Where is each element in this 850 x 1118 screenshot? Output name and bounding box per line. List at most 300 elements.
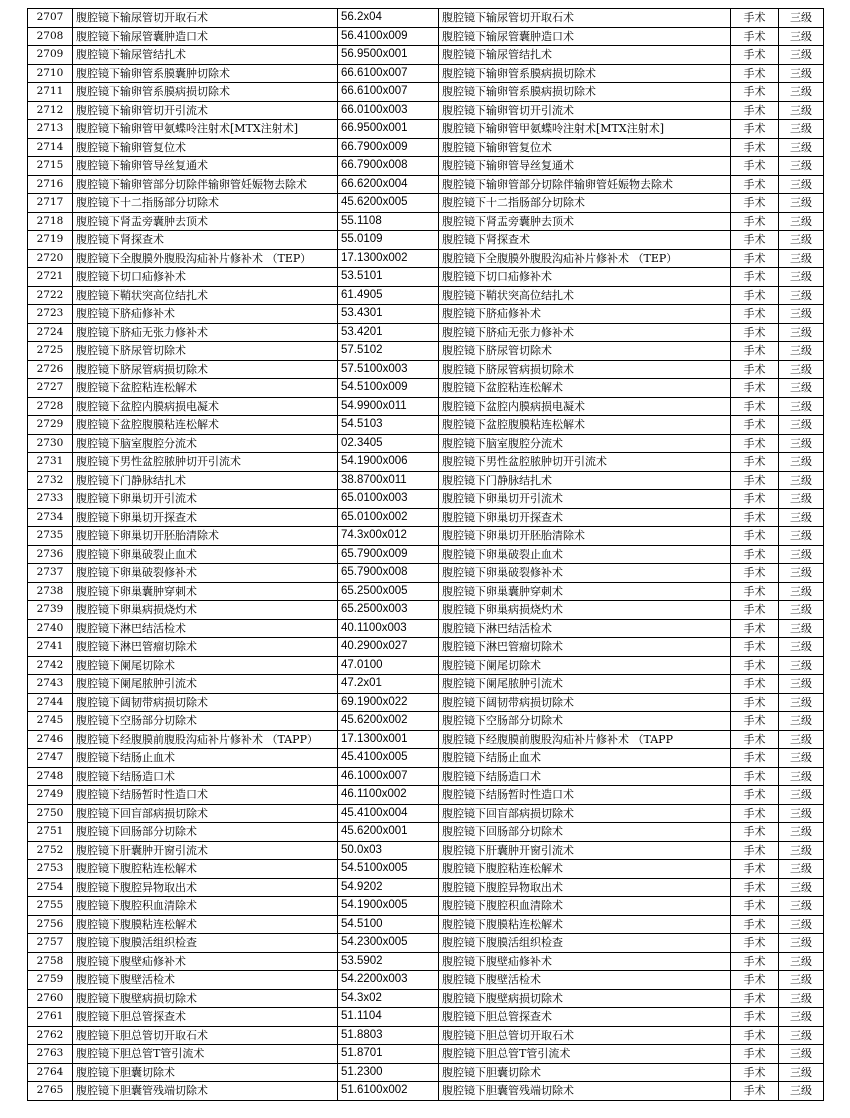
procedure-level: 三级 [779,64,824,83]
procedure-code: 61.4905 [338,286,439,305]
table-row [28,64,824,83]
row-number: 2728 [28,397,73,416]
procedure-level: 三级 [779,101,824,120]
table-row [28,638,824,657]
procedure-type: 手术 [731,730,779,749]
procedure-level: 三级 [779,767,824,786]
procedure-name-standard: 腹腔镜下脐尿管病损切除术 [439,360,731,379]
table-row [28,138,824,157]
procedure-name-standard: 腹腔镜下腹腔粘连松解术 [439,860,731,879]
table-row [28,231,824,250]
procedure-code: 54.9900x011 [338,397,439,416]
procedure-code: 40.1100x003 [338,619,439,638]
row-number: 2747 [28,749,73,768]
procedure-level: 三级 [779,619,824,638]
procedure-code: 66.6200x004 [338,175,439,194]
procedure-name: 腹腔镜下输尿管囊肿造口术 [73,27,338,46]
table-row [28,83,824,102]
procedure-type: 手术 [731,286,779,305]
procedure-code: 54.2200x003 [338,971,439,990]
procedure-name-standard: 腹腔镜下肾探查术 [439,231,731,250]
procedure-type: 手术 [731,675,779,694]
table-row [28,675,824,694]
procedure-code: 53.4201 [338,323,439,342]
table-row [28,749,824,768]
procedure-name: 腹腔镜下卵巢病损烧灼术 [73,601,338,620]
table-row [28,545,824,564]
procedure-level: 三级 [779,656,824,675]
procedure-level: 三级 [779,693,824,712]
row-number: 2743 [28,675,73,694]
procedure-level: 三级 [779,175,824,194]
procedure-name: 腹腔镜下腹腔粘连松解术 [73,860,338,879]
procedure-type: 手术 [731,268,779,287]
table-row [28,601,824,620]
procedure-level: 三级 [779,83,824,102]
procedure-type: 手术 [731,9,779,28]
procedure-level: 三级 [779,545,824,564]
procedure-type: 手术 [731,804,779,823]
table-row [28,804,824,823]
procedure-code: 54.5100x005 [338,860,439,879]
procedure-name-standard: 腹腔镜下输卵管系膜病损切除术 [439,83,731,102]
table-row [28,656,824,675]
procedure-name: 腹腔镜下十二指肠部分切除术 [73,194,338,213]
procedure-code: 54.2300x005 [338,934,439,953]
procedure-code: 55.0109 [338,231,439,250]
procedure-name: 腹腔镜下全腹膜外腹股沟疝补片修补术 （TEP） [73,249,338,268]
procedure-level: 三级 [779,638,824,657]
table-row [28,323,824,342]
procedure-name: 腹腔镜下鞘状突高位结扎术 [73,286,338,305]
table-row [28,249,824,268]
procedure-name-standard: 腹腔镜下肾盂旁囊肿去顶术 [439,212,731,231]
procedure-level: 三级 [779,804,824,823]
row-number: 2733 [28,490,73,509]
table-row [28,897,824,916]
procedure-code: 54.5100 [338,915,439,934]
table-row [28,434,824,453]
procedure-type: 手术 [731,915,779,934]
procedure-code: 51.2300 [338,1063,439,1082]
procedure-code: 66.0100x003 [338,101,439,120]
procedure-name: 腹腔镜下输尿管结扎术 [73,46,338,65]
procedure-type: 手术 [731,601,779,620]
procedure-level: 三级 [779,601,824,620]
procedure-name: 腹腔镜下阔韧带病损切除术 [73,693,338,712]
row-number: 2762 [28,1026,73,1045]
procedure-type: 手术 [731,860,779,879]
row-number: 2719 [28,231,73,250]
procedure-name-standard: 腹腔镜下腹壁活检术 [439,971,731,990]
table-row [28,379,824,398]
procedure-name-standard: 腹腔镜下胆囊管残端切除术 [439,1082,731,1101]
procedure-name-standard: 腹腔镜下切口疝修补术 [439,268,731,287]
row-number: 2723 [28,305,73,324]
procedure-type: 手术 [731,453,779,472]
row-number: 2722 [28,286,73,305]
procedure-type: 手术 [731,712,779,731]
procedure-code: 57.5102 [338,342,439,361]
procedure-code: 50.0x03 [338,841,439,860]
row-number: 2717 [28,194,73,213]
procedure-type: 手术 [731,397,779,416]
procedure-type: 手术 [731,46,779,65]
table-row [28,619,824,638]
table-row [28,582,824,601]
table-row [28,360,824,379]
row-number: 2734 [28,508,73,527]
table-row [28,1082,824,1101]
procedure-name: 腹腔镜下输卵管复位术 [73,138,338,157]
procedure-name-standard: 腹腔镜下腹膜粘连松解术 [439,915,731,934]
procedure-name: 腹腔镜下输卵管系膜病损切除术 [73,83,338,102]
row-number: 2754 [28,878,73,897]
procedure-name-standard: 腹腔镜下结肠止血术 [439,749,731,768]
procedure-name: 腹腔镜下空肠部分切除术 [73,712,338,731]
procedure-type: 手术 [731,101,779,120]
procedure-level: 三级 [779,823,824,842]
procedure-name: 腹腔镜下卵巢破裂止血术 [73,545,338,564]
row-number: 2741 [28,638,73,657]
procedure-name-standard: 腹腔镜下鞘状突高位结扎术 [439,286,731,305]
procedure-name: 腹腔镜下输尿管切开取石术 [73,9,338,28]
procedure-name-standard: 腹腔镜下阑尾切除术 [439,656,731,675]
table-row [28,175,824,194]
procedure-type: 手术 [731,527,779,546]
procedure-name-standard: 腹腔镜下腹腔异物取出术 [439,878,731,897]
procedure-level: 三级 [779,1063,824,1082]
procedure-name: 腹腔镜下胆囊切除术 [73,1063,338,1082]
table-row [28,786,824,805]
procedure-type: 手术 [731,212,779,231]
procedure-level: 三级 [779,231,824,250]
procedure-type: 手术 [731,1063,779,1082]
procedure-name: 腹腔镜下脐尿管病损切除术 [73,360,338,379]
table-row [28,952,824,971]
procedure-table-body [28,9,824,1101]
procedure-type: 手术 [731,138,779,157]
table-row [28,730,824,749]
procedure-level: 三级 [779,138,824,157]
procedure-type: 手术 [731,693,779,712]
procedure-level: 三级 [779,1026,824,1045]
procedure-name: 腹腔镜下卵巢破裂修补术 [73,564,338,583]
procedure-name-standard: 腹腔镜下卵巢病损烧灼术 [439,601,731,620]
table-row [28,823,824,842]
procedure-type: 手术 [731,1082,779,1101]
procedure-name: 腹腔镜下输卵管部分切除伴输卵管妊娠物去除术 [73,175,338,194]
table-row [28,212,824,231]
row-number: 2748 [28,767,73,786]
procedure-code: 65.2500x003 [338,601,439,620]
procedure-code: 02.3405 [338,434,439,453]
procedure-type: 手术 [731,749,779,768]
procedure-level: 三级 [779,897,824,916]
table-row [28,286,824,305]
procedure-type: 手术 [731,490,779,509]
procedure-level: 三级 [779,508,824,527]
procedure-level: 三级 [779,952,824,971]
procedure-level: 三级 [779,212,824,231]
procedure-level: 三级 [779,120,824,139]
row-number: 2752 [28,841,73,860]
procedure-type: 手术 [731,231,779,250]
row-number: 2737 [28,564,73,583]
procedure-level: 三级 [779,971,824,990]
procedure-type: 手术 [731,823,779,842]
row-number: 2735 [28,527,73,546]
procedure-code: 47.2x01 [338,675,439,694]
row-number: 2727 [28,379,73,398]
procedure-name-standard: 腹腔镜下淋巴结活检术 [439,619,731,638]
row-number: 2753 [28,860,73,879]
procedure-name: 腹腔镜下脐疝修补术 [73,305,338,324]
procedure-type: 手术 [731,841,779,860]
procedure-type: 手术 [731,545,779,564]
procedure-name: 腹腔镜下回盲部病损切除术 [73,804,338,823]
procedure-code: 46.1100x002 [338,786,439,805]
table-row [28,268,824,287]
table-row [28,157,824,176]
row-number: 2709 [28,46,73,65]
procedure-code: 51.8803 [338,1026,439,1045]
procedure-name: 腹腔镜下盆腔内膜病损电凝术 [73,397,338,416]
procedure-level: 三级 [779,1008,824,1027]
procedure-level: 三级 [779,989,824,1008]
procedure-code: 57.5100x003 [338,360,439,379]
procedure-name: 腹腔镜下脐疝无张力修补术 [73,323,338,342]
procedure-type: 手术 [731,83,779,102]
procedure-name-standard: 腹腔镜下输卵管切开引流术 [439,101,731,120]
procedure-name-standard: 腹腔镜下脐尿管切除术 [439,342,731,361]
procedure-name: 腹腔镜下腹壁疝修补术 [73,952,338,971]
procedure-type: 手术 [731,157,779,176]
procedure-code: 65.2500x005 [338,582,439,601]
procedure-name-standard: 腹腔镜下回盲部病损切除术 [439,804,731,823]
procedure-type: 手术 [731,897,779,916]
row-number: 2711 [28,83,73,102]
procedure-level: 三级 [779,9,824,28]
procedure-name: 腹腔镜下输卵管切开引流术 [73,101,338,120]
procedure-name-standard: 腹腔镜下空肠部分切除术 [439,712,731,731]
procedure-name-standard: 腹腔镜下胆总管T管引流术 [439,1045,731,1064]
row-number: 2742 [28,656,73,675]
procedure-level: 三级 [779,564,824,583]
procedure-name: 腹腔镜下门静脉结扎术 [73,471,338,490]
row-number: 2721 [28,268,73,287]
row-number: 2765 [28,1082,73,1101]
procedure-code: 66.7900x009 [338,138,439,157]
procedure-name: 腹腔镜下卵巢切开胚胎清除术 [73,527,338,546]
procedure-level: 三级 [779,323,824,342]
row-number: 2738 [28,582,73,601]
row-number: 2725 [28,342,73,361]
row-number: 2745 [28,712,73,731]
procedure-name: 腹腔镜下肾探查术 [73,231,338,250]
procedure-name-standard: 腹腔镜下门静脉结扎术 [439,471,731,490]
row-number: 2750 [28,804,73,823]
procedure-name-standard: 腹腔镜下卵巢切开引流术 [439,490,731,509]
procedure-level: 三级 [779,46,824,65]
table-row [28,305,824,324]
row-number: 2730 [28,434,73,453]
procedure-code: 54.1900x006 [338,453,439,472]
procedure-name-standard: 腹腔镜下淋巴管瘤切除术 [439,638,731,657]
procedure-name-standard: 腹腔镜下胆总管探查术 [439,1008,731,1027]
table-row [28,860,824,879]
procedure-level: 三级 [779,342,824,361]
procedure-name: 腹腔镜下阑尾脓肿引流术 [73,675,338,694]
row-number: 2751 [28,823,73,842]
procedure-code: 65.7900x009 [338,545,439,564]
row-number: 2729 [28,416,73,435]
procedure-type: 手术 [731,120,779,139]
procedure-level: 三级 [779,397,824,416]
procedure-name-standard: 腹腔镜下盆腔腹膜粘连松解术 [439,416,731,435]
procedure-code: 56.4100x009 [338,27,439,46]
procedure-level: 三级 [779,27,824,46]
procedure-level: 三级 [779,730,824,749]
procedure-type: 手术 [731,1045,779,1064]
table-row [28,971,824,990]
procedure-name: 腹腔镜下胆总管切开取石术 [73,1026,338,1045]
row-number: 2739 [28,601,73,620]
procedure-type: 手术 [731,878,779,897]
procedure-code: 40.2900x027 [338,638,439,657]
procedure-name-standard: 腹腔镜下脑室腹腔分流术 [439,434,731,453]
procedure-code: 45.4100x004 [338,804,439,823]
procedure-level: 三级 [779,453,824,472]
table-row [28,1008,824,1027]
procedure-code: 66.6100x007 [338,83,439,102]
table-row [28,101,824,120]
procedure-code: 66.6100x007 [338,64,439,83]
procedure-name: 腹腔镜下淋巴管瘤切除术 [73,638,338,657]
procedure-type: 手术 [731,989,779,1008]
procedure-name: 腹腔镜下切口疝修补术 [73,268,338,287]
procedure-level: 三级 [779,841,824,860]
table-row [28,712,824,731]
table-row [28,27,824,46]
table-row [28,1026,824,1045]
table-row [28,767,824,786]
procedure-level: 三级 [779,527,824,546]
procedure-name-standard: 腹腔镜下脐疝修补术 [439,305,731,324]
procedure-code: 54.5100x009 [338,379,439,398]
procedure-name: 腹腔镜下淋巴结活检术 [73,619,338,638]
row-number: 2736 [28,545,73,564]
procedure-name-standard: 腹腔镜下胆总管切开取石术 [439,1026,731,1045]
row-number: 2731 [28,453,73,472]
row-number: 2740 [28,619,73,638]
procedure-type: 手术 [731,656,779,675]
row-number: 2716 [28,175,73,194]
row-number: 2749 [28,786,73,805]
procedure-level: 三级 [779,305,824,324]
procedure-code: 56.2x04 [338,9,439,28]
procedure-name-standard: 腹腔镜下输卵管部分切除伴输卵管妊娠物去除术 [439,175,731,194]
procedure-type: 手术 [731,971,779,990]
procedure-code: 53.5101 [338,268,439,287]
procedure-name-standard: 腹腔镜下男性盆腔脓肿切开引流术 [439,453,731,472]
table-row [28,342,824,361]
row-number: 2712 [28,101,73,120]
table-row [28,9,824,28]
procedure-type: 手术 [731,360,779,379]
procedure-name: 腹腔镜下胆总管T管引流术 [73,1045,338,1064]
row-number: 2763 [28,1045,73,1064]
procedure-code: 54.1900x005 [338,897,439,916]
procedure-type: 手术 [731,27,779,46]
procedure-name-standard: 腹腔镜下输卵管复位术 [439,138,731,157]
procedure-type: 手术 [731,638,779,657]
procedure-name: 腹腔镜下结肠暂时性造口术 [73,786,338,805]
procedure-type: 手术 [731,934,779,953]
procedure-name-standard: 腹腔镜下结肠造口术 [439,767,731,786]
table-row [28,1045,824,1064]
table-row [28,46,824,65]
procedure-name-standard: 腹腔镜下输卵管甲氨蝶呤注射术[MTX注射术] [439,120,731,139]
procedure-name: 腹腔镜下腹腔积血清除术 [73,897,338,916]
procedure-name-standard: 腹腔镜下盆腔内膜病损电凝术 [439,397,731,416]
table-row [28,194,824,213]
procedure-type: 手术 [731,582,779,601]
row-number: 2713 [28,120,73,139]
procedure-code: 51.1104 [338,1008,439,1027]
procedure-code: 51.8701 [338,1045,439,1064]
procedure-name-standard: 腹腔镜下卵巢破裂止血术 [439,545,731,564]
procedure-name-standard: 腹腔镜下腹腔积血清除术 [439,897,731,916]
procedure-level: 三级 [779,490,824,509]
procedure-name-standard: 腹腔镜下肝囊肿开窗引流术 [439,841,731,860]
table-row [28,471,824,490]
procedure-code: 66.7900x008 [338,157,439,176]
row-number: 2724 [28,323,73,342]
procedure-name-standard: 腹腔镜下输尿管囊肿造口术 [439,27,731,46]
procedure-type: 手术 [731,416,779,435]
procedure-name-standard: 腹腔镜下输卵管导丝复通术 [439,157,731,176]
procedure-code: 55.1108 [338,212,439,231]
procedure-code: 69.1900x022 [338,693,439,712]
procedure-name-standard: 腹腔镜下腹壁疝修补术 [439,952,731,971]
procedure-level: 三级 [779,194,824,213]
procedure-name-standard: 腹腔镜下盆腔粘连松解术 [439,379,731,398]
procedure-type: 手术 [731,175,779,194]
procedure-name: 腹腔镜下腹壁病损切除术 [73,989,338,1008]
procedure-type: 手术 [731,1026,779,1045]
row-number: 2764 [28,1063,73,1082]
procedure-type: 手术 [731,64,779,83]
procedure-name: 腹腔镜下回肠部分切除术 [73,823,338,842]
procedure-type: 手术 [731,786,779,805]
procedure-name-standard: 腹腔镜下输尿管结扎术 [439,46,731,65]
table-row [28,693,824,712]
procedure-name: 腹腔镜下输卵管系膜囊肿切除术 [73,64,338,83]
procedure-name-standard: 腹腔镜下经腹膜前腹股沟疝补片修补术 （TAPP [439,730,731,749]
procedure-name: 腹腔镜下盆腔腹膜粘连松解术 [73,416,338,435]
table-row [28,1063,824,1082]
procedure-type: 手术 [731,434,779,453]
procedure-level: 三级 [779,1045,824,1064]
procedure-code: 46.1000x007 [338,767,439,786]
procedure-code: 45.6200x001 [338,823,439,842]
table-row [28,878,824,897]
row-number: 2732 [28,471,73,490]
procedure-level: 三级 [779,360,824,379]
row-number: 2757 [28,934,73,953]
procedure-name-standard: 腹腔镜下脐疝无张力修补术 [439,323,731,342]
